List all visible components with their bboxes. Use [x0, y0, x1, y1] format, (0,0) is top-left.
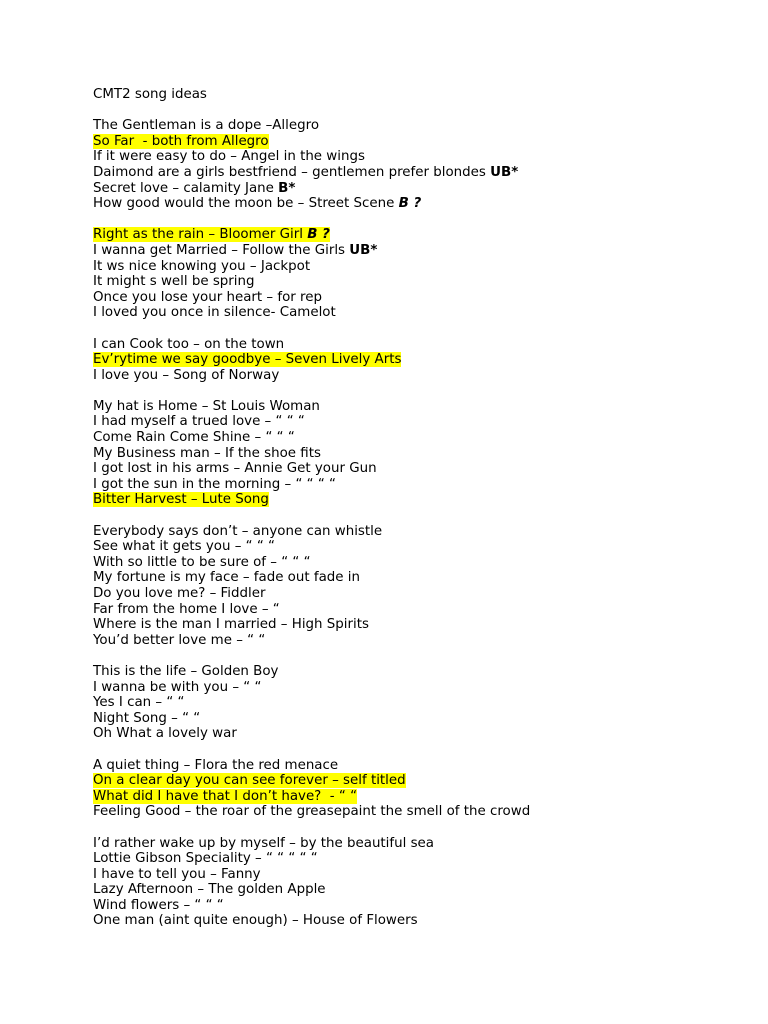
song-line: [93, 913, 733, 929]
song-line: [93, 274, 733, 290]
song-text: I love you – Song of Norway: [93, 367, 280, 383]
song-text: Wind flowers – “ “ “: [93, 897, 224, 913]
line-text: [93, 165, 518, 180]
highlighted-text: [93, 492, 269, 507]
song-line: [93, 836, 733, 852]
paragraph-gap: [93, 648, 733, 664]
line-text: [93, 430, 295, 445]
song-text: Where is the man I married – High Spirits: [93, 617, 369, 633]
song-line: [93, 305, 733, 321]
song-line: [93, 259, 733, 275]
paragraph-gap: [93, 742, 733, 758]
song-text: I can Cook too – on the town: [93, 336, 285, 352]
paragraph-gap: [93, 820, 733, 836]
song-line: [93, 337, 733, 353]
line-text: [93, 695, 184, 710]
song-text: On a clear day you can see forever – self titled: [93, 773, 406, 789]
line-text: [93, 259, 310, 274]
song-text: I got lost in his arms – Annie Get your Gun: [93, 461, 377, 477]
line-text: [93, 539, 275, 554]
line-text: [93, 118, 319, 133]
song-line: [93, 399, 733, 415]
line-text: [93, 274, 255, 289]
song-text: How good would the moon be – Street Scene: [93, 196, 399, 212]
line-text: [93, 836, 434, 851]
song-line: [93, 773, 733, 789]
song-text: I loved you once in silence- Camelot: [93, 305, 336, 321]
line-text: [93, 399, 320, 414]
song-line: [93, 602, 733, 618]
song-line: [93, 149, 733, 165]
line-text: [93, 758, 338, 773]
song-text: Secret love – calamity Jane: [93, 180, 279, 196]
line-text: [93, 477, 336, 492]
song-line: [93, 477, 733, 493]
song-line: [93, 539, 733, 555]
song-line: [93, 758, 733, 774]
line-text: [93, 290, 322, 305]
song-text: Lazy Afternoon – The golden Apple: [93, 882, 326, 898]
voice-tag: B*: [278, 180, 296, 196]
line-text: [93, 913, 418, 928]
line-text: [93, 867, 261, 882]
song-line: [93, 368, 733, 384]
song-line: [93, 165, 733, 181]
document-body: [93, 87, 733, 929]
song-line: [93, 867, 733, 883]
highlighted-text: [93, 352, 401, 367]
song-line: [93, 181, 733, 197]
line-text: [93, 181, 295, 196]
paragraph-gap: [93, 103, 733, 119]
highlighted-text: [93, 789, 357, 804]
line-text: [93, 243, 377, 258]
song-text: So Far - both from Allegro: [93, 133, 269, 149]
paragraph-gap: [93, 321, 733, 337]
song-line: [93, 570, 733, 586]
song-text: Yes I can – “ “: [93, 695, 185, 711]
song-line: [93, 196, 733, 212]
song-text: Lottie Gibson Speciality – “ “ “ “ “: [93, 851, 318, 867]
song-text: A quiet thing – Flora the red menace: [93, 757, 339, 773]
voice-tag: UB*: [490, 164, 519, 180]
song-line: [93, 243, 733, 259]
song-line: [93, 804, 733, 820]
line-text: [93, 633, 265, 648]
line-text: [93, 898, 224, 913]
line-text: [93, 414, 305, 429]
line-text: [93, 851, 318, 866]
song-text: Everybody says don’t – anyone can whistle: [93, 523, 383, 539]
song-text: My Business man – If the shoe fits: [93, 445, 321, 461]
song-text: My hat is Home – St Louis Woman: [93, 398, 320, 414]
line-text: [93, 602, 280, 617]
song-text: Daimond are a girls bestfriend – gentlemen prefer blondes: [93, 164, 491, 180]
song-line: [93, 633, 733, 649]
line-text: [93, 804, 530, 819]
song-text: I’d rather wake up by myself – by the beautiful sea: [93, 835, 435, 851]
song-text: If it were easy to do – Angel in the wings: [93, 149, 365, 165]
song-line: [93, 446, 733, 462]
song-line: [93, 680, 733, 696]
song-line: [93, 586, 733, 602]
line-text: [93, 726, 237, 741]
song-text: It ws nice knowing you – Jackpot: [93, 258, 311, 274]
voice-tag: B ?: [307, 227, 330, 243]
line-text: [93, 368, 279, 383]
song-line: [93, 664, 733, 680]
song-line: [93, 695, 733, 711]
song-text: My fortune is my face – fade out fade in: [93, 570, 360, 586]
song-text: I wanna get Married – Follow the Girls: [93, 242, 350, 258]
song-line: [93, 290, 733, 306]
song-text: I wanna be with you – “ “: [93, 679, 262, 695]
song-text: See what it gets you – “ “ “: [93, 539, 275, 555]
song-text: It might s well be spring: [93, 274, 255, 290]
voice-tag: B ?: [398, 196, 422, 212]
song-text: One man (aint quite enough) – House of Flowers: [93, 913, 418, 929]
song-text: With so little to be sure of – “ “ “: [93, 554, 311, 570]
line-text: [93, 196, 421, 211]
song-text: Night Song – “ “: [93, 710, 201, 726]
song-text: Right as the rain – Bloomer Girl: [93, 227, 308, 243]
song-line: [93, 726, 733, 742]
highlighted-text: [93, 773, 406, 788]
highlighted-text: [93, 134, 269, 149]
song-text: Do you love me? – Fiddler: [93, 586, 266, 601]
line-text: [93, 446, 321, 461]
line-text: [93, 305, 336, 320]
song-text: I got the sun in the morning – “ “ “ “: [93, 476, 336, 492]
song-text: Once you lose your heart – for rep: [93, 289, 323, 305]
document-title: CMT2 song ideas: [93, 87, 207, 102]
song-line: [93, 555, 733, 571]
song-line: [93, 118, 733, 134]
line-text: [93, 586, 265, 601]
line-text: [93, 664, 278, 679]
song-line: [93, 851, 733, 867]
paragraph-gap: [93, 508, 733, 524]
line-text: [93, 337, 284, 352]
song-line: [93, 524, 733, 540]
paragraph-gap: [93, 383, 733, 399]
song-line: [93, 789, 733, 805]
song-text: I had myself a trued love – “ “ “: [93, 414, 305, 430]
voice-tag: UB*: [349, 242, 378, 258]
song-text: Ev’rytime we say goodbye – Seven Lively Arts: [93, 352, 402, 368]
song-line: [93, 352, 733, 368]
line-text: [93, 617, 369, 632]
song-text: Far from the home I love – “: [93, 601, 280, 617]
song-line: [93, 430, 733, 446]
line-text: [93, 680, 261, 695]
song-text: Feeling Good – the roar of the greasepaint the smell of the crowd: [93, 804, 531, 820]
line-text: [93, 149, 365, 164]
line-text: [93, 711, 200, 726]
line-text: [93, 461, 377, 476]
song-text: You’d better love me – “ “: [93, 632, 266, 648]
song-text: This is the life – Golden Boy: [93, 663, 279, 679]
song-line: [93, 227, 733, 243]
paragraph-gap: [93, 212, 733, 228]
line-text: [93, 882, 326, 897]
song-text: Come Rain Come Shine – “ “ “: [93, 430, 295, 446]
song-line: [93, 414, 733, 430]
song-line: [93, 492, 733, 508]
song-line: [93, 617, 733, 633]
line-text: [93, 555, 311, 570]
song-text: I have to tell you – Fanny: [93, 866, 261, 882]
line-text: [93, 524, 382, 539]
song-line: [93, 882, 733, 898]
song-text: What did I have that I don’t have? - “ “: [93, 788, 358, 804]
song-text: The Gentleman is a dope –Allegro: [93, 118, 320, 134]
song-line: [93, 711, 733, 727]
song-line: [93, 898, 733, 914]
song-text: Oh What a lovely war: [93, 726, 237, 742]
song-line: [93, 134, 733, 150]
song-text: Bitter Harvest – Lute Song: [93, 492, 269, 508]
song-line: [93, 461, 733, 477]
highlighted-text: [93, 227, 330, 242]
line-text: [93, 570, 360, 585]
